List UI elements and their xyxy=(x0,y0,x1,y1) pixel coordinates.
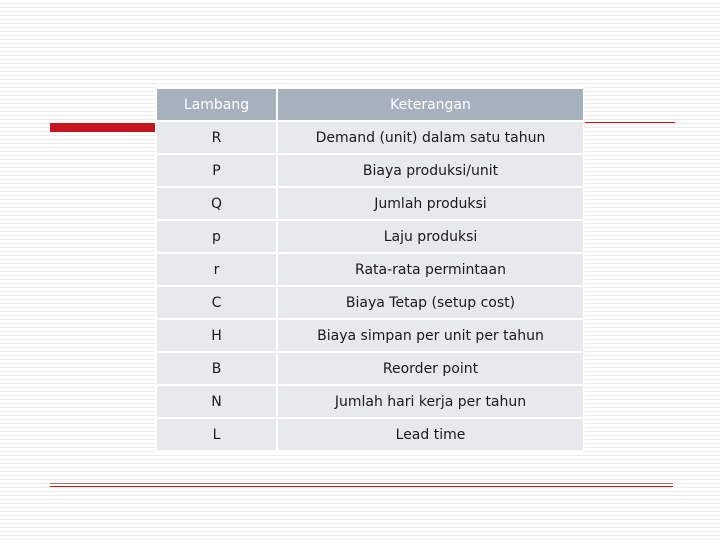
symbol-cell: r xyxy=(157,254,276,285)
table-row xyxy=(157,386,583,417)
description-cell: Biaya simpan per unit per tahun xyxy=(278,320,583,351)
table-row xyxy=(157,287,583,318)
table-row xyxy=(157,155,583,186)
description-cell: Lead time xyxy=(278,419,583,450)
symbol-cell: R xyxy=(157,122,276,153)
symbol-cell: Q xyxy=(157,188,276,219)
symbol-cell: p xyxy=(157,221,276,252)
description-cell: Demand (unit) dalam satu tahun xyxy=(278,122,583,153)
table-row xyxy=(157,188,583,219)
table-row xyxy=(157,353,583,384)
symbol-cell: N xyxy=(157,386,276,417)
table-header-row xyxy=(157,89,583,120)
description-cell: Laju produksi xyxy=(278,221,583,252)
bottom-divider-red xyxy=(50,486,673,487)
description-cell: Jumlah hari kerja per tahun xyxy=(278,386,583,417)
symbol-cell: H xyxy=(157,320,276,351)
symbol-cell: C xyxy=(157,287,276,318)
table-row xyxy=(157,254,583,285)
symbol-table-container xyxy=(155,87,585,452)
bottom-divider-dark xyxy=(50,483,673,484)
description-cell: Biaya Tetap (setup cost) xyxy=(278,287,583,318)
symbol-cell: P xyxy=(157,155,276,186)
description-cell: Reorder point xyxy=(278,353,583,384)
description-cell: Jumlah produksi xyxy=(278,188,583,219)
description-cell: Rata-rata permintaan xyxy=(278,254,583,285)
table-row xyxy=(157,419,583,450)
red-accent-bar xyxy=(50,123,157,132)
symbol-cell: L xyxy=(157,419,276,450)
symbol-table xyxy=(155,87,585,452)
table-row xyxy=(157,122,583,153)
header-keterangan: Keterangan xyxy=(278,89,583,120)
table-row xyxy=(157,221,583,252)
symbol-cell: B xyxy=(157,353,276,384)
header-lambang: Lambang xyxy=(157,89,276,120)
red-accent-line xyxy=(585,122,675,123)
description-cell: Biaya produksi/unit xyxy=(278,155,583,186)
table-row xyxy=(157,320,583,351)
